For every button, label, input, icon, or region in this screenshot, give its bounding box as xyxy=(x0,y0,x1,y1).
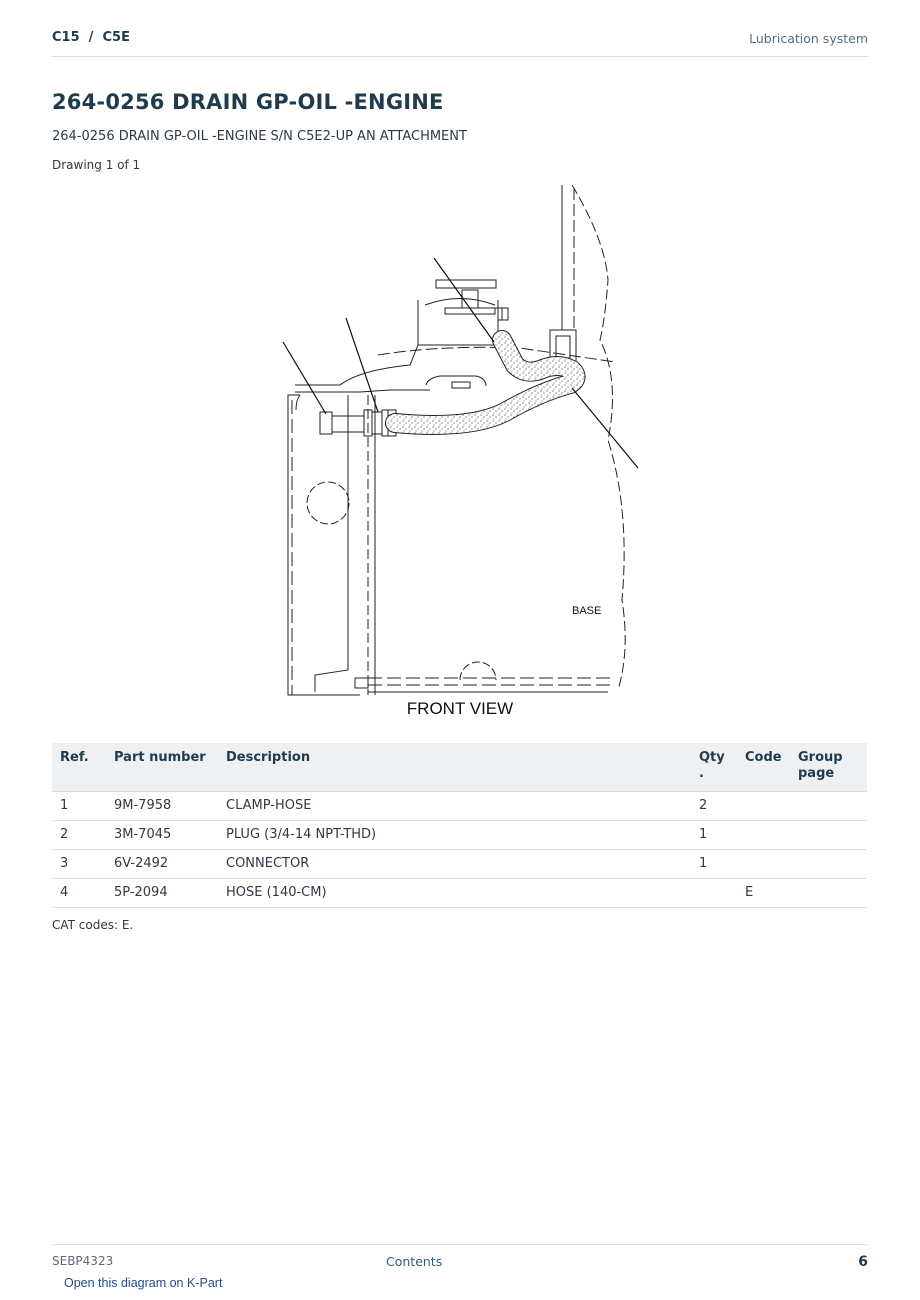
row-part-number: 9M-7958 xyxy=(106,792,218,821)
document-id: SEBP4323 xyxy=(52,1254,114,1268)
table-header-row xyxy=(52,743,867,792)
view-label: FRONT VIEW xyxy=(406,699,514,718)
row-ref: 2 xyxy=(52,821,106,850)
row-description: HOSE (140-CM) xyxy=(218,879,691,908)
row-part-number: 3M-7045 xyxy=(106,821,218,850)
row-code xyxy=(737,821,790,850)
base-label: BASE xyxy=(572,605,602,617)
cat-codes-note: CAT codes: E. xyxy=(52,918,134,932)
section-label: Lubrication system xyxy=(749,31,868,46)
header-part-number: Part number xyxy=(106,743,218,792)
header-description: Description xyxy=(218,743,691,792)
parts-diagram xyxy=(240,180,680,720)
page-number: 6 xyxy=(858,1254,868,1270)
row-description: PLUG (3/4-14 NPT-THD) xyxy=(218,821,691,850)
model-label: C15 / C5E xyxy=(52,30,130,45)
row-part-number: 6V-2492 xyxy=(106,850,218,879)
table-row xyxy=(52,821,867,850)
contents-link[interactable]: Contents xyxy=(386,1254,443,1269)
kpart-diagram-link[interactable]: Open this diagram on K-Part xyxy=(64,1276,223,1290)
row-qty: 1 xyxy=(691,850,737,879)
header-group-page: Group page xyxy=(790,743,867,792)
page-subtitle: 264-0256 DRAIN GP-OIL -ENGINE S/N C5E2-UP AN ATTACHMENT xyxy=(52,129,467,144)
table-row xyxy=(52,792,867,821)
row-group-page xyxy=(790,879,867,908)
header-qty: Qty . xyxy=(691,743,737,792)
row-qty: 2 xyxy=(691,792,737,821)
table-row xyxy=(52,850,867,879)
header-ref: Ref. xyxy=(52,743,106,792)
row-group-page xyxy=(790,792,867,821)
row-ref: 4 xyxy=(52,879,106,908)
table-row xyxy=(52,879,867,908)
header-code: Code xyxy=(737,743,790,792)
row-ref: 3 xyxy=(52,850,106,879)
row-group-page xyxy=(790,821,867,850)
row-code xyxy=(737,850,790,879)
drawing-count: Drawing 1 of 1 xyxy=(52,158,141,172)
page-header xyxy=(52,28,868,57)
parts-table xyxy=(52,743,867,908)
row-description: CONNECTOR xyxy=(218,850,691,879)
row-code xyxy=(737,792,790,821)
row-qty: 1 xyxy=(691,821,737,850)
page-title: 264-0256 DRAIN GP-OIL -ENGINE xyxy=(52,90,444,114)
row-code: E xyxy=(737,879,790,908)
row-part-number: 5P-2094 xyxy=(106,879,218,908)
row-qty xyxy=(691,879,737,908)
page-footer xyxy=(52,1244,868,1275)
row-ref: 1 xyxy=(52,792,106,821)
row-group-page xyxy=(790,850,867,879)
row-description: CLAMP-HOSE xyxy=(218,792,691,821)
